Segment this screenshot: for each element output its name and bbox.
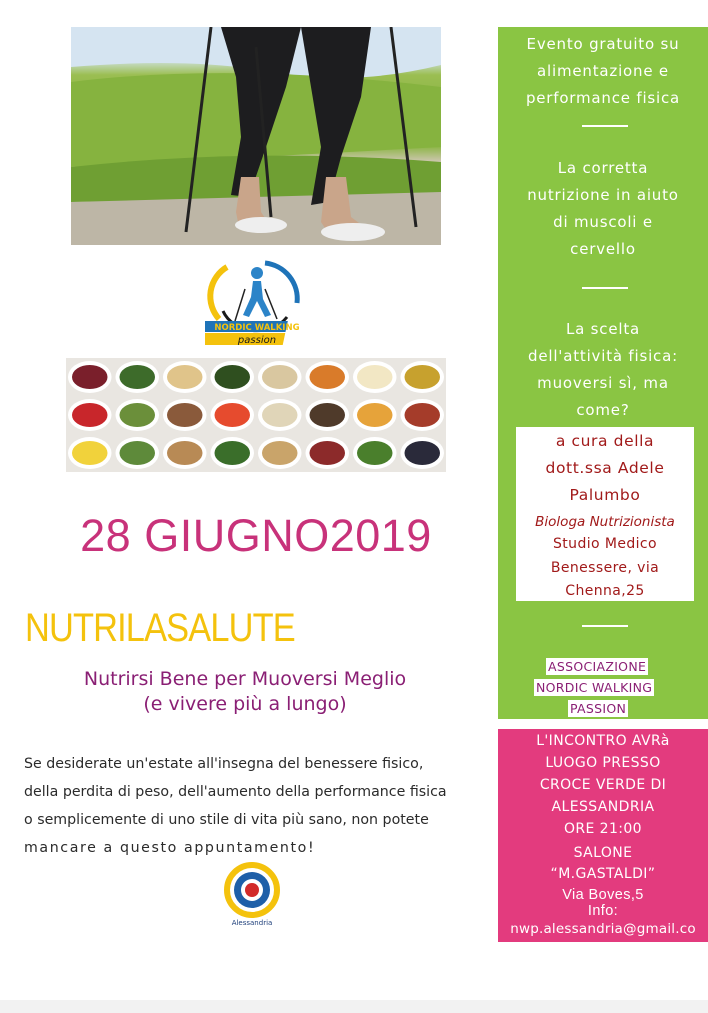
food-contents bbox=[262, 441, 298, 465]
food-contents bbox=[167, 403, 203, 427]
food-contents bbox=[405, 403, 441, 427]
association-line3: PASSION bbox=[570, 701, 627, 716]
association-line2: NORDIC WALKING bbox=[536, 680, 653, 695]
food-contents bbox=[357, 365, 393, 389]
author-line2: dott.ssa Adele bbox=[545, 459, 665, 477]
author-role: Biologa Nutrizionista bbox=[535, 514, 675, 530]
food-contents bbox=[120, 365, 156, 389]
csen-logo bbox=[224, 862, 280, 928]
panel-topic1 bbox=[498, 155, 708, 263]
event-date: 28 GIUGNO2019 bbox=[80, 510, 432, 561]
panel-topic1-line: di muscoli e bbox=[553, 213, 653, 231]
info-email[interactable]: nwp.alessandria@gmail.co bbox=[510, 921, 696, 937]
food-contents bbox=[357, 441, 393, 465]
panel-intro-line: alimentazione e bbox=[537, 62, 669, 80]
panel-topic2-line: muoversi sì, ma bbox=[537, 374, 669, 392]
nordic-walking-passion-logo bbox=[205, 259, 305, 349]
food-contents bbox=[262, 403, 298, 427]
logo-line2: passion bbox=[237, 335, 277, 346]
panel-topic2 bbox=[498, 316, 708, 424]
panel-topic2-line: dell'attività fisica: bbox=[528, 347, 678, 365]
food-contents bbox=[72, 403, 108, 427]
bottom-strip bbox=[0, 1000, 708, 1013]
panel-intro-line: performance fisica bbox=[525, 89, 681, 107]
subtitle-line1: Nutrirsi Bene per Muoversi Meglio bbox=[83, 668, 407, 690]
food-contents bbox=[72, 441, 108, 465]
author-place1: Studio Medico bbox=[553, 536, 657, 552]
food-contents bbox=[167, 365, 203, 389]
healthy-food-bowls-photo bbox=[66, 358, 446, 472]
body-line4: mancare a questo appuntamento! bbox=[24, 840, 316, 856]
food-contents bbox=[215, 441, 251, 465]
food-contents bbox=[120, 403, 156, 427]
info-line2: LUOGO PRESSO bbox=[545, 755, 661, 771]
panel-topic1-line: La corretta bbox=[557, 159, 649, 177]
info-venue1: SALONE bbox=[573, 845, 633, 861]
nordic-walking-photo bbox=[71, 27, 441, 245]
body-line2: della perdita di peso, dell'aumento della performance fisica bbox=[24, 784, 447, 800]
logo-line1: NORDIC WALKING bbox=[214, 323, 300, 333]
food-contents bbox=[262, 365, 298, 389]
food-contents bbox=[215, 403, 251, 427]
csen-logo-caption: Alessandria bbox=[231, 919, 273, 927]
info-address: Via Boves,5 bbox=[562, 887, 644, 903]
food-contents bbox=[72, 365, 108, 389]
subtitle-line2: (e vivere più a lungo) bbox=[143, 693, 347, 715]
info-time: ORE 21:00 bbox=[564, 821, 642, 837]
info-label: Info: bbox=[587, 903, 619, 919]
info-line4: ALESSANDRIA bbox=[551, 799, 655, 815]
brand-title: NUTRILASALUTE bbox=[25, 606, 295, 650]
panel-topic2-line: come? bbox=[576, 401, 630, 419]
association-line1: ASSOCIAZIONE bbox=[548, 659, 647, 674]
panel-topic1-line: cervello bbox=[570, 240, 636, 258]
panel-topic2-line: La scelta bbox=[565, 320, 641, 338]
food-contents bbox=[120, 441, 156, 465]
info-line3: CROCE VERDE DI bbox=[539, 777, 667, 793]
author-place2: Benessere, via bbox=[550, 560, 660, 576]
panel-intro bbox=[498, 31, 708, 112]
panel-divider bbox=[582, 625, 628, 627]
body-line3: o semplicemente di uno stile di vita più sano, non potete bbox=[24, 812, 429, 828]
panel-intro-line: Evento gratuito su bbox=[526, 35, 680, 53]
food-contents bbox=[357, 403, 393, 427]
author-line3: Palumbo bbox=[569, 486, 641, 504]
panel-divider bbox=[582, 287, 628, 289]
author-line1: a cura della bbox=[555, 432, 655, 450]
food-contents bbox=[310, 365, 346, 389]
food-contents bbox=[167, 441, 203, 465]
food-contents bbox=[215, 365, 251, 389]
panel-divider bbox=[582, 125, 628, 127]
info-venue2: “M.GASTALDI” bbox=[550, 866, 656, 882]
panel-topic1-line: nutrizione in aiuto bbox=[527, 186, 679, 204]
body-line1: Se desiderate un'estate all'insegna del benessere fisico, bbox=[24, 756, 424, 772]
food-contents bbox=[310, 441, 346, 465]
body-text bbox=[24, 750, 499, 862]
food-contents bbox=[310, 403, 346, 427]
food-contents bbox=[405, 365, 441, 389]
info-line1: L'INCONTRO AVRà bbox=[536, 733, 670, 749]
author-place3: Chenna,25 bbox=[565, 583, 645, 599]
food-contents bbox=[405, 441, 441, 465]
subtitle bbox=[25, 667, 465, 717]
